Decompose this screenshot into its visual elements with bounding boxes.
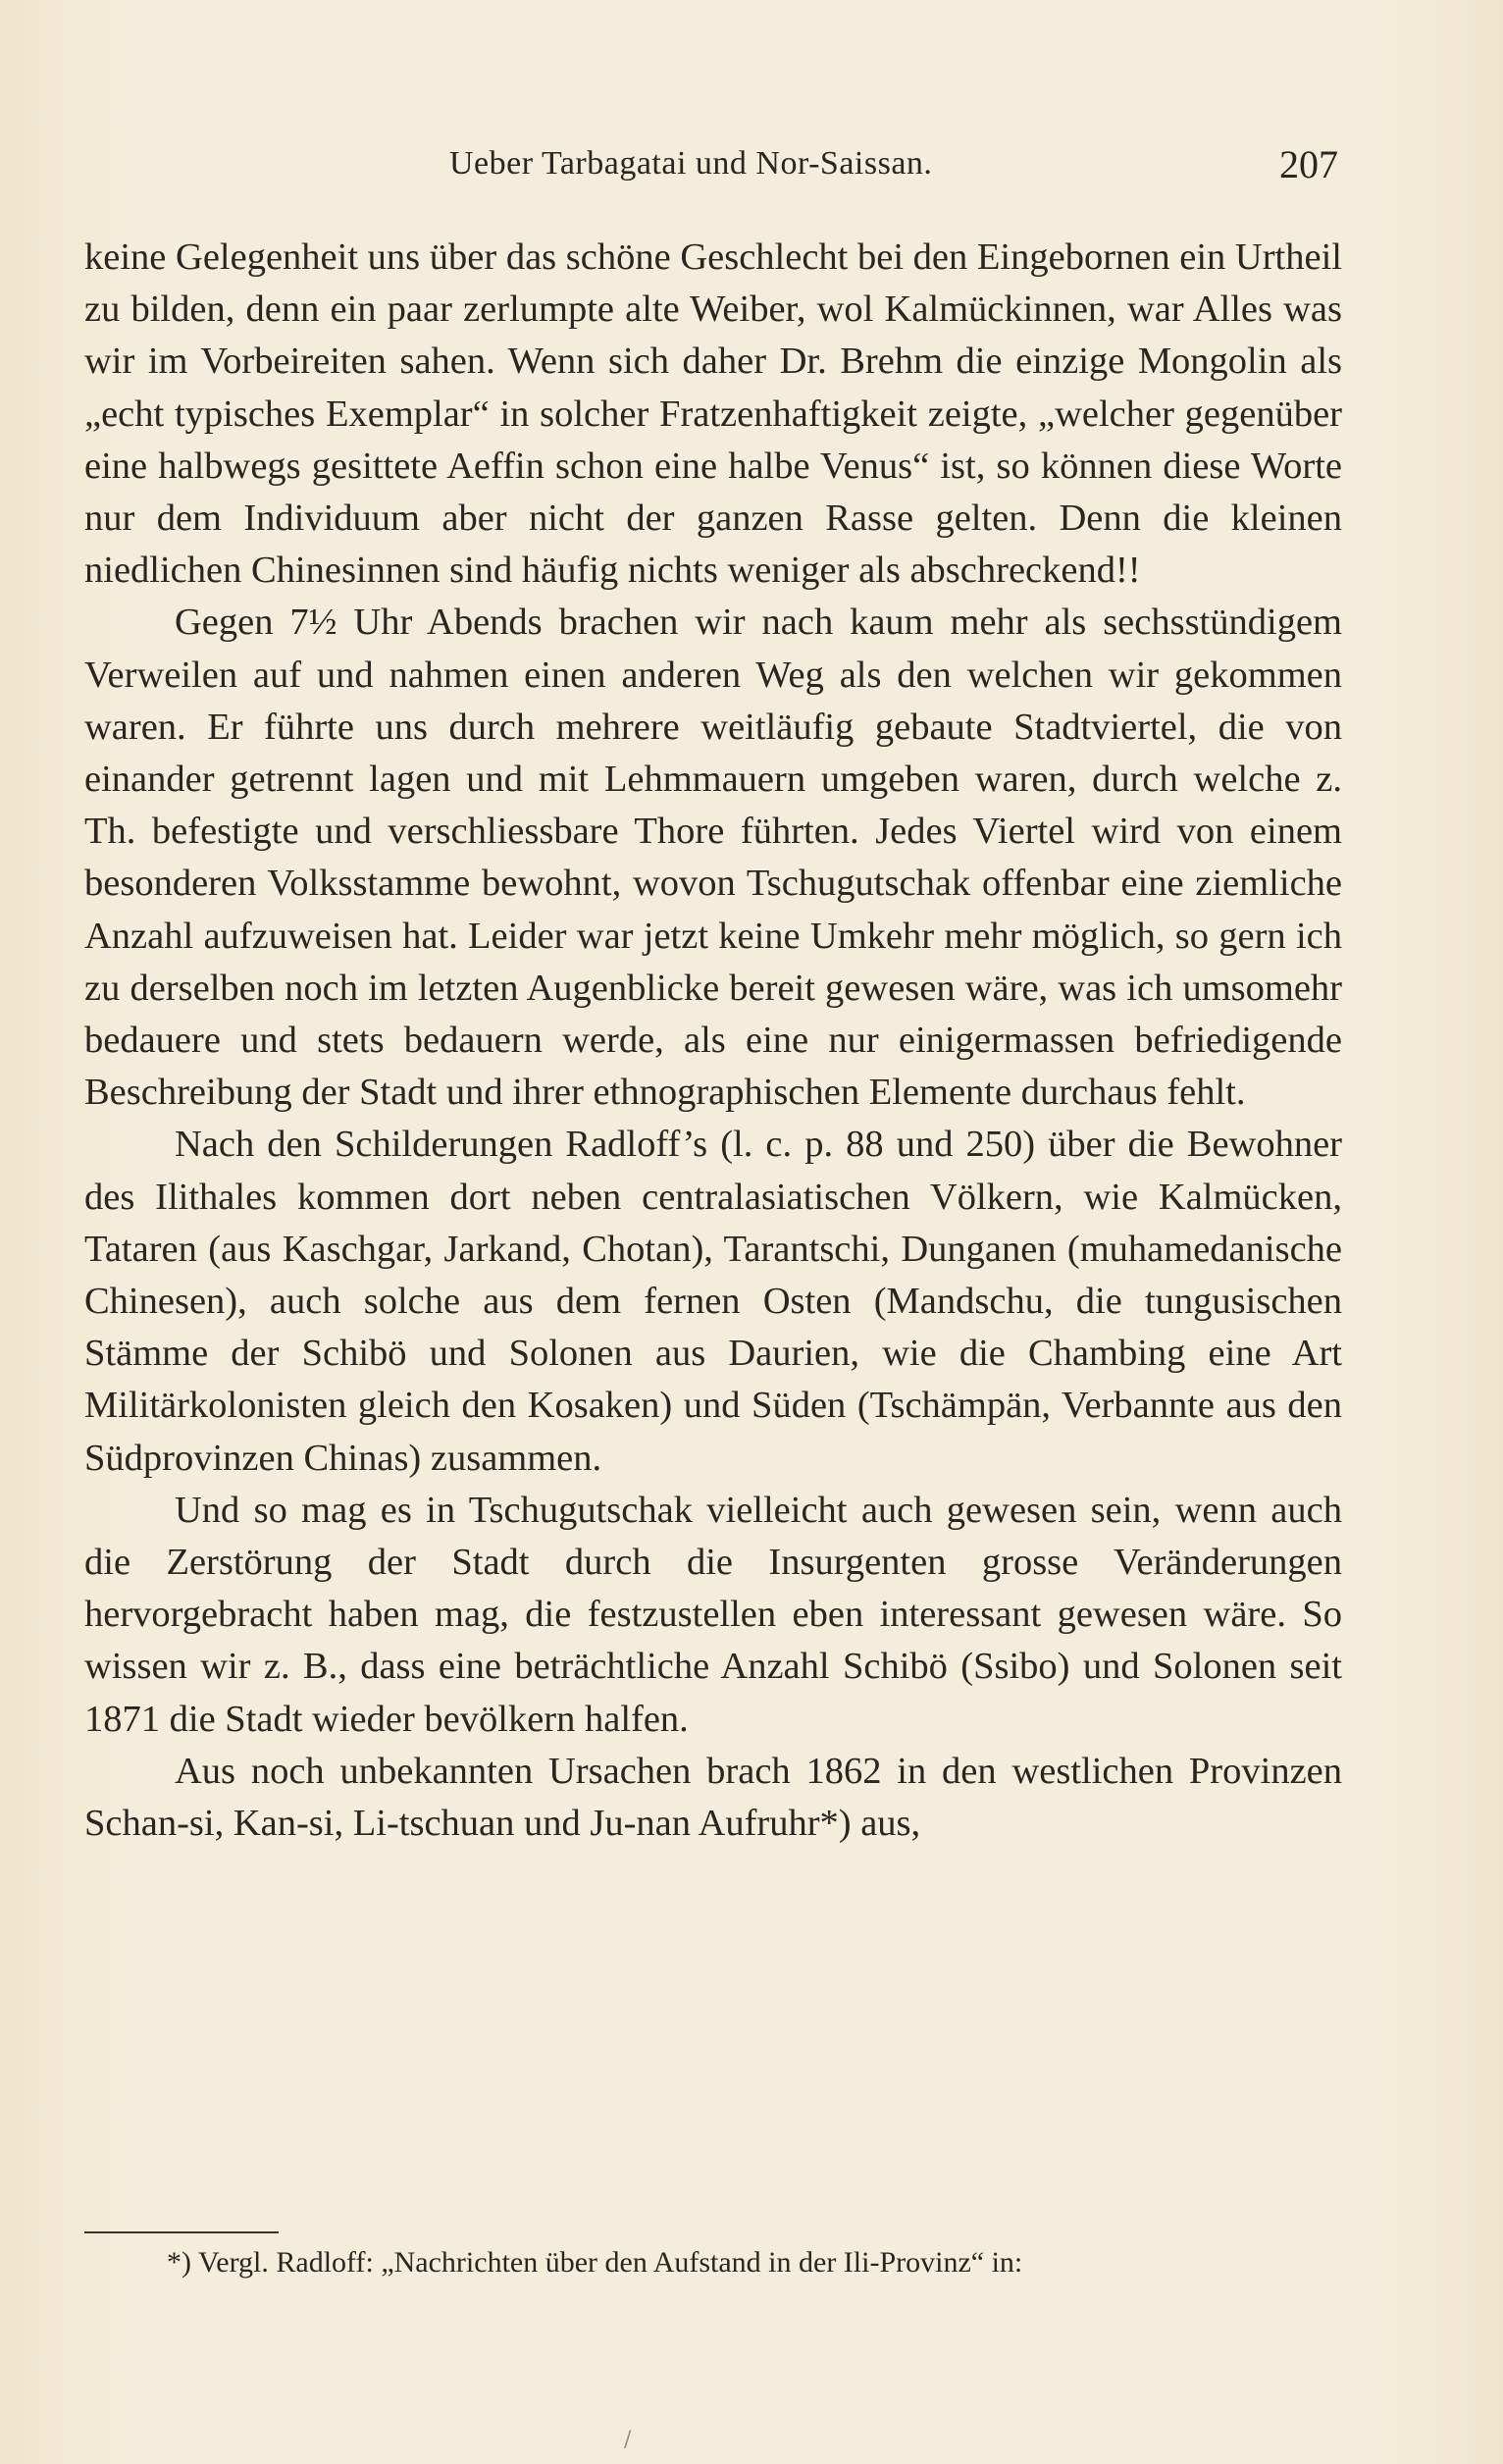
page-number: 207 [1279, 142, 1338, 186]
running-title: Ueber Tarbagatai und Nor-Saissan. [449, 145, 933, 182]
paragraph-continuation: keine Gelegenheit uns über das schöne Geschlecht bei den Eingebornen ein Urtheil zu bilden, denn ein paar zerlumpte alte Weiber, wol Kalmückinnen, war Alles was wir im Vorbeireiten sahen. Wenn sich daher Dr. Brehm die einzige Mongolin als „echt typisches Exemplar“ in solcher Fratzenhaftigkeit zeigte, „welcher gegenüber eine halbwegs gesittete Aeffin schon eine halbe Venus“ ist, so können diese Worte nur dem Individuum aber nicht der ganzen Rasse gelten. Denn die kleinen niedlichen Chinesinnen sind häufig nichts weniger als abschreckend!! [84, 236, 1342, 592]
paragraph: Aus noch unbekannten Ursachen brach 1862 in den westlichen Provinzen Schan-si, Kan-si, Li-tschuan und Ju-nan Aufruhr*) aus, [84, 1750, 1342, 1845]
paragraph: Nach den Schilderungen Radloff’s (l. c. p. 88 und 250) über die Bewohner des Ilithales kommen dort neben centralasiatischen Völkern, wie Kalmücken, Tataren (aus Kaschgar, Jarkand, Chotan), Tarantschi, Dunganen (muhamedanische Chinesen), auch solche aus dem fernen Osten (Mandschu, die tungusischen Stämme der Schibö und Solonen aus Daurien, wie die Chambing eine Art Militärkolonisten gleich den Kosaken) und Süden (Tschämpän, Verbannte aus den Südprovinzen Chinas) zusammen. [84, 1124, 1342, 1479]
body-text [84, 232, 1342, 1850]
paragraph: Gegen 7½ Uhr Abends brachen wir nach kaum mehr als sechsstündigem Verweilen auf und nahmen einen anderen Weg als den welchen wir gekommen waren. Er führte uns durch mehrere weitläufig gebaute Stadtviertel, die von einander getrennt lagen und mit Lehmmauern umgeben waren, durch welche z. Th. befestigte und verschliessbare Thore führten. Jedes Viertel wird von einem besonderen Volksstamme bewohnt, wovon Tschugutschak offenbar eine ziemliche Anzahl aufzuweisen hat. Leider war jetzt keine Umkehr mehr möglich, so gern ich zu derselben noch im letzten Augenblicke bereit gewesen wäre, was ich umsomehr bedauere und stets bedauern werde, als eine nur einigermassen befriedigende Beschreibung der Stadt und ihrer ethnographischen Elemente durchaus fehlt. [84, 602, 1342, 1114]
footnote-rule [84, 2231, 279, 2233]
footnote: *) Vergl. Radloff: „Nachrichten über den Aufstand in der Ili-Provinz“ in: [167, 2246, 1023, 2279]
paragraph: Und so mag es in Tschugutschak vielleicht auch gewesen sein, wenn auch die Zerstörung der Stadt durch die Insurgenten grosse Veränderungen hervorgebracht haben mag, die festzustellen eben interessant gewesen wäre. So wissen wir z. B., dass eine beträchtliche Anzahl Schibö (Ssibo) und Solonen seit 1871 die Stadt wieder bevölkern halfen. [84, 1489, 1342, 1740]
running-head [84, 142, 1338, 194]
stray-mark: / [624, 2428, 632, 2452]
